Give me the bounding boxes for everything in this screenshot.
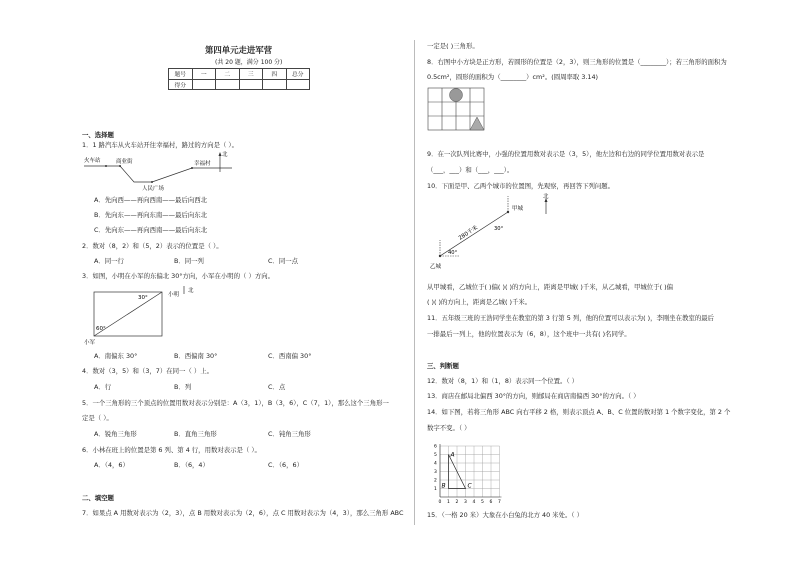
column-divider: [414, 40, 415, 525]
section-title-judge: 三、判断题: [427, 362, 459, 370]
q1-option-c: C．先向东——再向西南——最后向东北: [94, 226, 208, 234]
route-line: [84, 166, 232, 182]
score-input-cell[interactable]: [216, 79, 240, 90]
q4-option-a: A．行: [94, 383, 112, 391]
q3-option-b: B．西偏南 30°: [174, 352, 218, 360]
vertex-a-label: A: [450, 451, 455, 459]
score-input-cell[interactable]: [263, 79, 287, 90]
x-tick-label: 3: [464, 500, 467, 505]
q3-option-a: A．南偏东 30°: [94, 352, 138, 360]
question-7: 7．如果点 A 用数对表示为（2，3），点 B 用数对表示为（2，6），点 C 用数对表示为（4，3），那么三角形 ABC: [82, 509, 404, 517]
q10-city-figure: [430, 194, 570, 274]
question-8-line2: 0.5cm²，圆形的面积为（________）cm²。(圆周率取 3.14): [427, 73, 599, 81]
question-5-line2: 定是（ ）。: [82, 414, 113, 422]
q1-option-a: A．先向西——再向西南——最后向西北: [94, 196, 208, 204]
q2-option-b: B．同一列: [174, 257, 204, 265]
score-header-cell: 题号: [169, 69, 193, 80]
score-input-cell[interactable]: [239, 79, 263, 90]
question-2: 2．数对（8，2）和（5，2）表示的位置是（ ）。: [82, 242, 223, 250]
q4-option-c: C．点: [268, 383, 286, 391]
x-tick-label: 0: [438, 500, 442, 505]
question-11-line1: 11．五年级三班的王浩同学坐在教室的第 3 行第 5 列，他的位置可以表示为( )，李刚坐在教室的最后: [427, 314, 715, 322]
q14-coordinate-grid: [428, 437, 510, 507]
label-north: 北: [222, 152, 228, 158]
label-xiaojun: 小军: [84, 340, 96, 346]
question-14-line2: 数字不变。（ ）: [427, 424, 471, 432]
vertex-c-label: C: [467, 482, 472, 490]
question-1: 1．1 路汽车从火车站开往幸福村，路过的方向是（ ）。: [82, 141, 238, 149]
score-input-cell[interactable]: [192, 79, 216, 90]
q5-option-c: C．钝角三角形: [268, 430, 311, 438]
score-header-cell: 三: [239, 69, 263, 80]
score-input-cell[interactable]: [286, 79, 310, 90]
score-header-cell: 总分: [286, 69, 310, 80]
y-tick-label: 4: [434, 461, 437, 467]
score-header-cell: 一: [192, 69, 216, 80]
question-10: 10．下面是甲、乙两个城市的位置图，先观察，再回答下列问题。: [427, 182, 615, 190]
q6-option-b: B．（6，4）: [174, 461, 209, 469]
label-xiaoming: 小明: [168, 292, 180, 298]
label-yi: 乙城: [430, 264, 442, 270]
label-store: 商业街: [116, 159, 133, 165]
circle-shape: [450, 89, 463, 102]
question-9-line1: 9．在一次队列比赛中，小强的位置用数对表示是（3，5），他左边和右边的同学位置用数对表示是: [427, 150, 705, 158]
q1-option-b: B．先向东——再向东南——最后向东北: [94, 211, 208, 219]
question-8-line1: 8．右图中小方块是正方形，若圆形的位置是（2，3），则三角形的位置是（________）；若三角形的面积为: [427, 58, 727, 66]
q8-grid-figure: [428, 86, 488, 136]
label-angle-30: 30°: [494, 226, 504, 232]
q6-option-c: C．（6，6）: [268, 461, 303, 469]
score-table: [168, 68, 310, 90]
triangle-shape: [470, 117, 484, 130]
y-tick-label: 6: [434, 444, 437, 450]
question-7-cont: 一定是( )三角形。: [427, 42, 479, 50]
label-north: 北: [543, 194, 549, 200]
q1-route-figure: [82, 150, 242, 192]
label-village: 幸福村: [194, 161, 211, 167]
angle-60: 60°: [96, 326, 106, 332]
y-tick-label: 2: [434, 478, 437, 484]
q2-option-c: C．同一点: [268, 257, 299, 265]
vertex-b-label: B: [441, 482, 446, 490]
y-tick-label: 5: [434, 453, 437, 458]
question-10-line2: ( )( )的方向上，距离是乙城( )千米。: [427, 298, 532, 306]
question-10-line1: 从甲城看，乙城位于( )偏( )( )的方向上，距离是甲城( )千米，从乙城看，甲城位于( )偏: [427, 283, 673, 291]
x-tick-label: 6: [489, 500, 493, 505]
question-3: 3．如图，小明在小军的东偏北 30°方向，小军在小明的（ ）方向。: [82, 272, 275, 280]
x-tick-label: 7: [498, 500, 501, 505]
label-jia: 甲城: [512, 206, 524, 212]
label-square: 人民广场: [142, 186, 165, 192]
q6-option-a: A．（4，6）: [94, 461, 129, 469]
q3-option-c: C．西南偏 30°: [268, 352, 312, 360]
section-title-fill: 二、填空题: [82, 494, 114, 502]
q4-option-b: B．列: [174, 383, 192, 391]
question-11-line2: 一排最后一列上，他的位置表示为（6，8），这个班中一共有( )名同学。: [427, 330, 631, 338]
x-tick-label: 4: [472, 500, 476, 505]
q3-figure: [82, 284, 212, 344]
question-14-line1: 14．如下图，若将三角形 ABC 向右平移 2 格，则表示顶点 A、B、C 位置的数对第 1 个数字变化，第 2 个: [427, 408, 731, 416]
question-9-line2: （___，___）和（___，___）。: [427, 166, 514, 174]
q5-option-a: A．锐角三角形: [94, 430, 137, 438]
question-6: 6．小林在班上的位置是第 6 列、第 4 行，用数对表示是（ ）。: [82, 446, 261, 454]
x-tick-label: 5: [481, 500, 484, 505]
q5-option-b: B．直角三角形: [174, 430, 217, 438]
score-header-cell: 四: [263, 69, 287, 80]
score-row-label: 得分: [169, 79, 193, 90]
label-distance: 280千米: [457, 224, 480, 242]
question-15: 15．（一格 20 米）大象在小白兔的北方 40 米处。（ ）: [427, 511, 583, 519]
y-tick-label: 1: [434, 487, 437, 492]
y-tick-label: 3: [434, 470, 437, 475]
question-12: 12．数对（8，1）和（1，8）表示同一个位置。（ ）: [427, 377, 579, 385]
label-angle-40: 40°: [448, 250, 458, 256]
x-tick-label: 1: [447, 500, 450, 505]
question-4: 4．数对（3，5）和（3，7）在同一（ ）上。: [82, 367, 214, 375]
question-5-line1: 5．一个三角形的三个顶点的位置用数对表示分别是：A（3，1），B（3，6），C（7，1），那么这个三角形一: [82, 399, 389, 407]
section-title-choice: 一、选择题: [82, 131, 114, 139]
label-station: 火车站: [84, 158, 101, 164]
page-title: 第四单元走进军营: [205, 45, 272, 55]
label-north: 北: [188, 288, 194, 294]
x-tick-label: 2: [455, 500, 459, 505]
angle-30: 30°: [138, 295, 148, 301]
score-header-cell: 二: [216, 69, 240, 80]
q2-option-a: A．同一行: [94, 257, 124, 265]
question-13: 13．商店在邮局北偏西 30°的方向，则邮局在商店南偏西 30°的方向。（ ）: [427, 392, 640, 400]
page-subtitle: (共 20 题，满分 100 分): [215, 59, 283, 66]
